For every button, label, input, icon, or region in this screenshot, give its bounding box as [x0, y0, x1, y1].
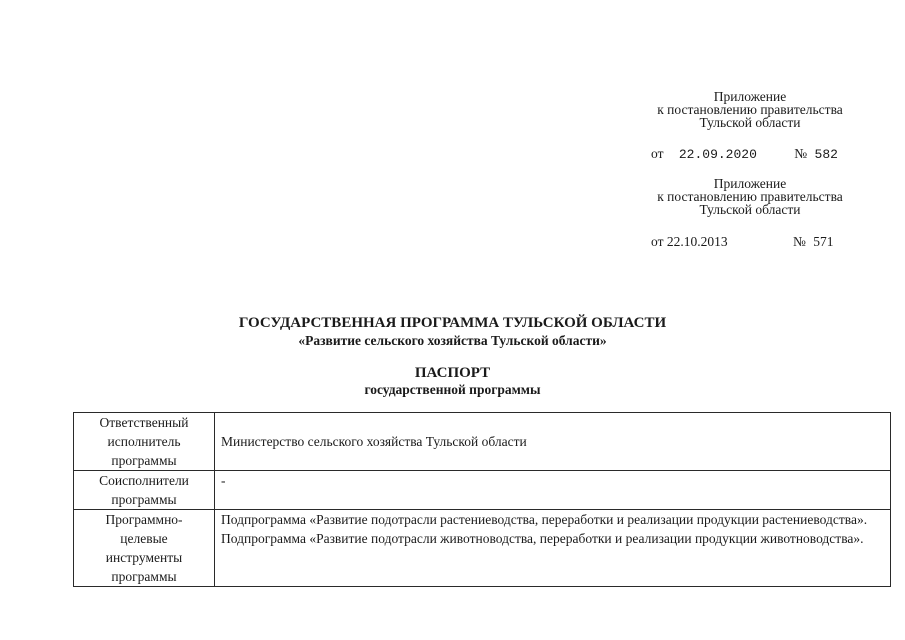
table-row: [74, 471, 891, 510]
value-text: -: [221, 473, 226, 488]
row-value: [215, 510, 891, 587]
passport-title: ПАСПОРТ: [414, 365, 491, 381]
row-label: [74, 471, 215, 510]
appendix-line: Тульской области: [699, 202, 801, 217]
appendix-line: к постановлению правительства: [657, 102, 843, 117]
label-line: Ответственный: [99, 415, 189, 430]
passport-table: [73, 412, 891, 587]
number-prefix: №: [792, 234, 806, 249]
date-prefix: от: [651, 146, 664, 161]
order-date: 22.10.2013: [666, 234, 728, 249]
row-label: [74, 413, 215, 471]
order-date: 22.09.2020: [678, 147, 757, 162]
table-row: [74, 413, 891, 471]
order-number: 571: [813, 234, 834, 249]
value-text: Министерство сельского хозяйства Тульской области: [221, 434, 527, 449]
original-order-line: [651, 234, 834, 250]
original-appendix-block: [640, 177, 860, 216]
row-value: [215, 471, 891, 510]
label-line: Соисполнители: [99, 473, 189, 488]
date-prefix: от: [651, 234, 664, 249]
current-order-line: [651, 146, 838, 162]
label-line: инструменты: [105, 550, 183, 565]
program-subtitle: «Развитие сельского хозяйства Тульской области»: [298, 333, 607, 348]
appendix-line: Приложение: [713, 89, 787, 104]
label-line: исполнитель: [107, 434, 181, 449]
table-row: [74, 510, 891, 587]
appendix-line: Приложение: [713, 176, 787, 191]
label-line: программы: [111, 492, 177, 507]
appendix-line: Тульской области: [699, 115, 801, 130]
row-value: [215, 413, 891, 471]
passport-subtitle: государственной программы: [364, 382, 541, 397]
value-text: Подпрограмма «Развитие подотрасли животноводства, переработки и реализации продукции животноводства».: [221, 531, 864, 546]
current-appendix-block: [640, 90, 860, 129]
order-number: 582: [814, 147, 838, 162]
row-label: [74, 510, 215, 587]
label-line: программы: [111, 569, 177, 584]
label-line: Программно-: [105, 512, 183, 527]
number-prefix: №: [794, 146, 808, 161]
value-text: Подпрограмма «Развитие подотрасли растениеводства, переработки и реализации продукции растениеводства».: [221, 512, 868, 527]
label-line: программы: [111, 453, 177, 468]
label-line: целевые: [120, 531, 168, 546]
appendix-line: к постановлению правительства: [657, 189, 843, 204]
program-title: ГОСУДАРСТВЕННАЯ ПРОГРАММА ТУЛЬСКОЙ ОБЛАСТИ: [238, 315, 667, 331]
